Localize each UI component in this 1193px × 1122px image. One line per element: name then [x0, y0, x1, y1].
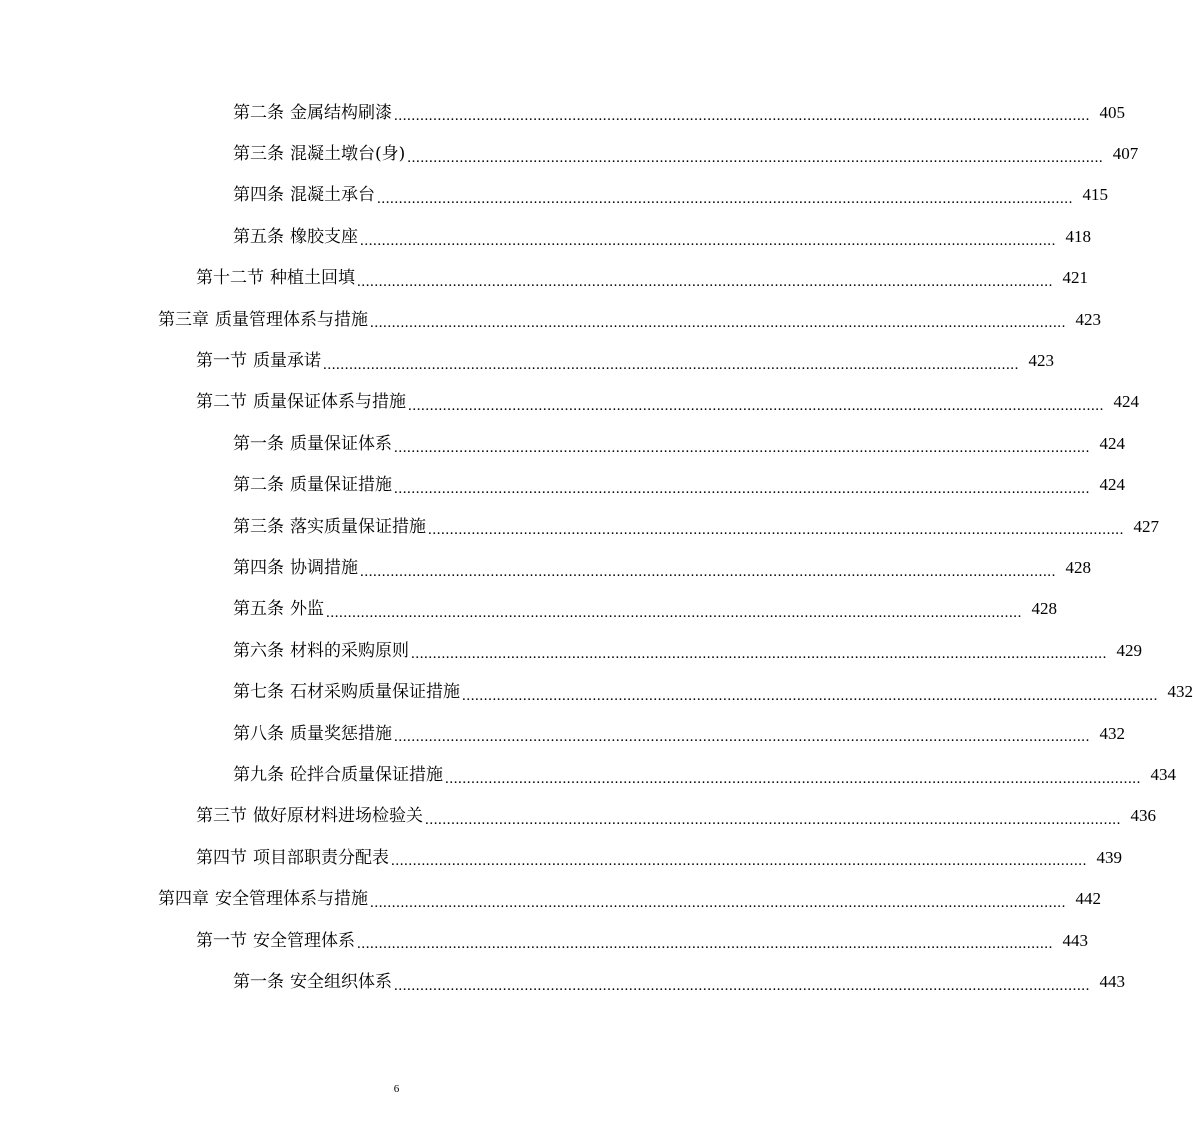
toc-entry-number: 第五条	[233, 599, 284, 620]
toc-entry-page: 424	[1113, 392, 1139, 412]
dot-leader: ................................................................................................................................................................	[394, 439, 1090, 456]
dot-leader: ................................................................................................................................................................	[326, 605, 1022, 622]
toc-entry-title: 石材采购质量保证措施	[290, 682, 460, 703]
table-of-contents	[0, 92, 1193, 1003]
toc-entry-number: 第三条	[233, 144, 284, 165]
dot-leader: ................................................................................................................................................................	[445, 770, 1141, 787]
dot-leader: ................................................................................................................................................................	[323, 356, 1019, 373]
toc-entry-number: 第七条	[233, 682, 284, 703]
toc-entry[interactable]	[0, 878, 1101, 919]
dot-leader: ................................................................................................................................................................	[377, 191, 1073, 208]
toc-entry[interactable]	[0, 258, 1088, 299]
toc-entry-number: 第十二节	[196, 268, 264, 289]
toc-entry[interactable]	[0, 423, 1125, 464]
toc-entry-page: 443	[1062, 930, 1088, 950]
toc-entry[interactable]	[0, 630, 1142, 671]
toc-entry[interactable]	[0, 506, 1159, 547]
toc-entry-title: 质量奖惩措施	[290, 723, 392, 744]
toc-entry-number: 第三条	[233, 516, 284, 537]
dot-leader: ................................................................................................................................................................	[357, 936, 1053, 953]
toc-entry-page: 436	[1130, 806, 1156, 826]
toc-entry-title: 质量保证体系	[290, 433, 392, 454]
dot-leader: ................................................................................................................................................................	[370, 315, 1066, 332]
toc-entry-number: 第二条	[233, 475, 284, 496]
dot-leader: ................................................................................................................................................................	[425, 812, 1121, 829]
toc-entry-number: 第二条	[233, 102, 284, 123]
toc-entry-title: 混凝土承台	[290, 185, 375, 206]
toc-entry-page: 432	[1099, 723, 1125, 743]
toc-entry-title: 金属结构刷漆	[290, 102, 392, 123]
toc-entry[interactable]	[0, 961, 1125, 1002]
dot-leader: ................................................................................................................................................................	[428, 522, 1124, 539]
toc-entry-number: 第六条	[233, 640, 284, 661]
toc-entry-number: 第一节	[196, 930, 247, 951]
toc-entry-title: 橡胶支座	[290, 226, 358, 247]
toc-entry[interactable]	[0, 299, 1101, 340]
toc-entry-number: 第四章	[158, 889, 209, 910]
toc-entry-title: 做好原材料进场检验关	[253, 806, 423, 827]
toc-entry-page: 428	[1065, 557, 1091, 577]
toc-entry-title: 砼拌合质量保证措施	[290, 764, 443, 785]
toc-entry[interactable]	[0, 796, 1156, 837]
toc-entry-page: 421	[1062, 268, 1088, 288]
toc-entry-title: 安全组织体系	[290, 971, 392, 992]
toc-entry[interactable]	[0, 754, 1176, 795]
dot-leader: ................................................................................................................................................................	[360, 563, 1056, 580]
toc-entry-page: 429	[1116, 640, 1142, 660]
dot-leader: ................................................................................................................................................................	[394, 977, 1090, 994]
toc-entry[interactable]	[0, 837, 1122, 878]
dot-leader: ................................................................................................................................................................	[411, 646, 1107, 663]
dot-leader: ................................................................................................................................................................	[394, 729, 1090, 746]
toc-entry-number: 第四条	[233, 185, 284, 206]
toc-entry-title: 落实质量保证措施	[290, 516, 426, 537]
toc-entry-title: 混凝土墩台(身)	[290, 144, 406, 165]
toc-entry-page: 418	[1065, 226, 1091, 246]
dot-leader: ................................................................................................................................................................	[394, 108, 1090, 125]
toc-entry[interactable]	[0, 133, 1139, 174]
toc-entry-number: 第五条	[233, 226, 284, 247]
toc-entry[interactable]	[0, 713, 1125, 754]
toc-entry-title: 质量保证措施	[290, 475, 392, 496]
toc-entry-page: 443	[1099, 971, 1125, 991]
dot-leader: ................................................................................................................................................................	[407, 149, 1104, 166]
toc-entry-page: 423	[1075, 309, 1101, 329]
toc-entry-page: 405	[1099, 102, 1125, 122]
toc-entry-number: 第八条	[233, 723, 284, 744]
toc-entry-number: 第一条	[233, 971, 284, 992]
toc-entry-number: 第二节	[196, 392, 247, 413]
toc-entry[interactable]	[0, 340, 1054, 381]
toc-entry-title: 质量管理体系与措施	[215, 309, 368, 330]
toc-entry-number: 第四条	[233, 557, 284, 578]
page-number: 6	[393, 1083, 400, 1095]
toc-entry-page: 439	[1096, 847, 1122, 867]
dot-leader: ................................................................................................................................................................	[394, 480, 1090, 497]
toc-entry[interactable]	[0, 382, 1139, 423]
toc-entry[interactable]	[0, 175, 1108, 216]
toc-entry[interactable]	[0, 671, 1193, 712]
toc-entry-number: 第四节	[196, 847, 247, 868]
toc-entry-page: 424	[1099, 475, 1125, 495]
toc-entry-title: 安全管理体系与措施	[215, 889, 368, 910]
toc-entry[interactable]	[0, 216, 1091, 257]
toc-entry-title: 项目部职责分配表	[253, 847, 389, 868]
toc-entry-page: 434	[1150, 764, 1176, 784]
toc-entry-number: 第一节	[196, 351, 247, 372]
toc-entry-page: 442	[1075, 889, 1101, 909]
toc-entry-number: 第一条	[233, 433, 284, 454]
toc-entry-title: 外监	[290, 599, 324, 620]
toc-entry-page: 432	[1167, 682, 1193, 702]
dot-leader: ................................................................................................................................................................	[357, 273, 1053, 290]
toc-entry-title: 材料的采购原则	[290, 640, 409, 661]
toc-entry-page: 424	[1099, 433, 1125, 453]
toc-entry-page: 428	[1031, 599, 1057, 619]
toc-entry-page: 427	[1133, 516, 1159, 536]
toc-entry-page: 415	[1082, 185, 1108, 205]
dot-leader: ................................................................................................................................................................	[391, 853, 1087, 870]
toc-entry-title: 质量承诺	[253, 351, 321, 372]
toc-entry[interactable]	[0, 465, 1125, 506]
dot-leader: ................................................................................................................................................................	[408, 398, 1104, 415]
dot-leader: ................................................................................................................................................................	[462, 687, 1158, 704]
toc-entry-number: 第九条	[233, 764, 284, 785]
toc-entry-title: 安全管理体系	[253, 930, 355, 951]
toc-entry-title: 质量保证体系与措施	[253, 392, 406, 413]
dot-leader: ................................................................................................................................................................	[370, 894, 1066, 911]
toc-entry-title: 种植土回填	[270, 268, 355, 289]
toc-entry-title: 协调措施	[290, 557, 358, 578]
dot-leader: ................................................................................................................................................................	[360, 232, 1056, 249]
toc-entry-page: 423	[1028, 351, 1054, 371]
toc-entry[interactable]	[0, 547, 1091, 588]
toc-entry[interactable]	[0, 920, 1088, 961]
toc-entry-number: 第三章	[158, 309, 209, 330]
toc-entry-number: 第三节	[196, 806, 247, 827]
toc-entry[interactable]	[0, 92, 1125, 133]
toc-entry-page: 407	[1112, 144, 1139, 164]
toc-entry[interactable]	[0, 589, 1057, 630]
